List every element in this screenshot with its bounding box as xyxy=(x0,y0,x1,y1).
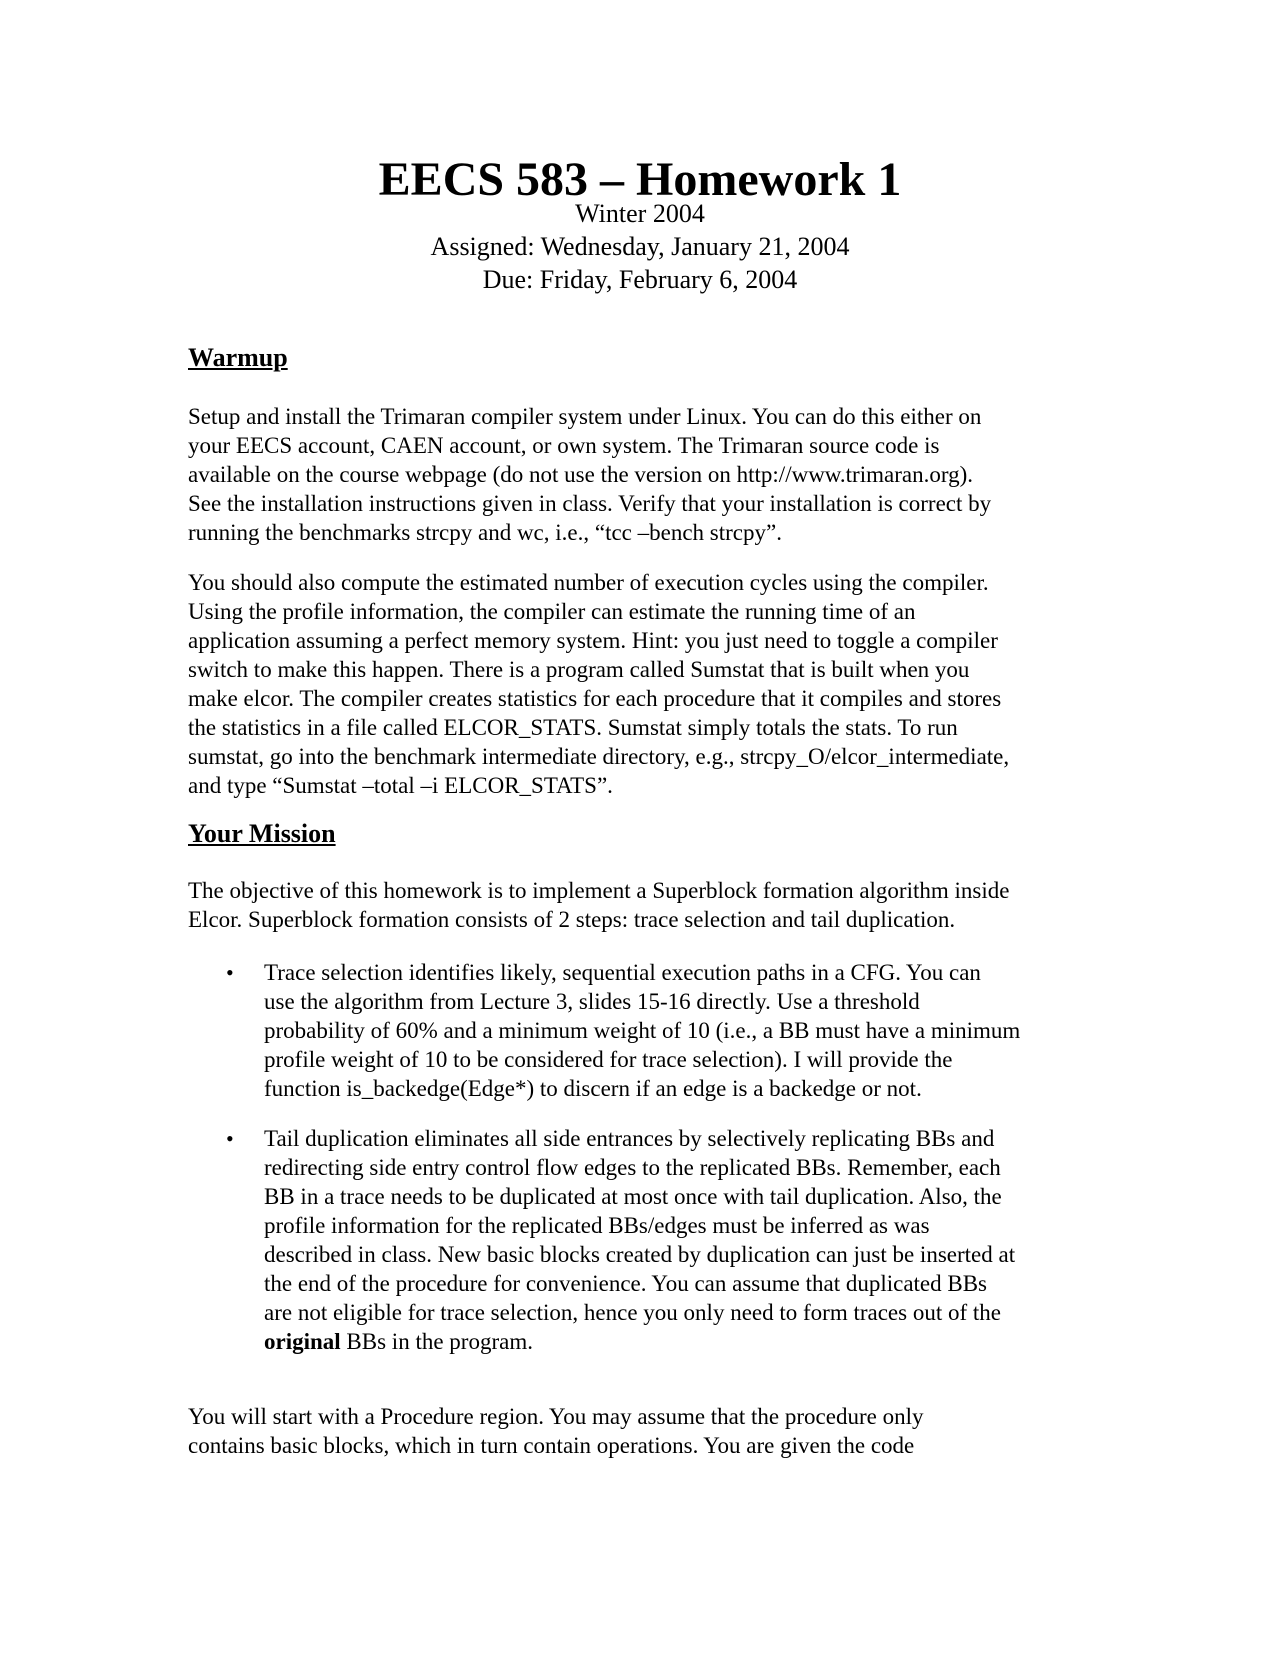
text-line: use the algorithm from Lecture 3, slides 15-16 directly. Use a threshold xyxy=(264,989,920,1014)
text-line: The objective of this homework is to implement a Superblock formation algorithm inside xyxy=(188,878,1010,903)
bullet-text xyxy=(264,1124,1104,1356)
assigned-date: Assigned: Wednesday, January 21, 2004 xyxy=(430,232,850,261)
warmup-paragraph-2 xyxy=(188,568,1088,800)
text-line: redirecting side entry control flow edges to the replicated BBs. Remember, each xyxy=(264,1155,1001,1180)
text-line: Setup and install the Trimaran compiler system under Linux. You can do this either on xyxy=(188,404,982,429)
text-line: function is_backedge(Edge*) to discern if an edge is a backedge or not. xyxy=(264,1076,922,1101)
text-line: Trace selection identifies likely, sequential execution paths in a CFG. You can xyxy=(264,960,981,985)
text-line: application assuming a perfect memory system. Hint: you just need to toggle a compiler xyxy=(188,628,998,653)
text-line: contains basic blocks, which in turn contain operations. You are given the code xyxy=(188,1433,915,1458)
page-title: EECS 583 – Homework 1 xyxy=(378,153,902,206)
text-line: See the installation instructions given in class. Verify that your installation is correct by xyxy=(188,491,992,516)
text-line: Elcor. Superblock formation consists of 2 steps: trace selection and tail duplication. xyxy=(188,907,956,932)
bullet-icon: • xyxy=(226,960,234,985)
text-line: available on the course webpage (do not use the version on http://www.trimaran.org). xyxy=(188,462,973,487)
text-line: profile information for the replicated BBs/edges must be inferred as was xyxy=(264,1213,930,1238)
text-line: You should also compute the estimated number of execution cycles using the compiler. xyxy=(188,570,989,595)
text-line: BB in a trace needs to be duplicated at most once with tail duplication. Also, the xyxy=(264,1184,1002,1209)
warmup-heading: Warmup xyxy=(188,343,288,372)
text-line: the end of the procedure for convenience. You can assume that duplicated BBs xyxy=(264,1271,988,1296)
warmup-paragraph-1 xyxy=(188,402,1088,547)
due-date: Due: Friday, February 6, 2004 xyxy=(482,265,798,294)
bullet-icon: • xyxy=(226,1126,234,1151)
text-line: sumstat, go into the benchmark intermediate directory, e.g., strcpy_O/elcor_intermediate, xyxy=(188,744,1010,769)
closing-paragraph xyxy=(188,1402,1088,1460)
mission-intro xyxy=(188,876,1088,934)
text-line: described in class. New basic blocks created by duplication can just be inserted at xyxy=(264,1242,1016,1267)
text-line: switch to make this happen. There is a program called Sumstat that is built when you xyxy=(188,657,970,682)
text-line: and type “Sumstat –total –i ELCOR_STATS”. xyxy=(188,773,613,798)
text-line: Tail duplication eliminates all side entrances by selectively replicating BBs and xyxy=(264,1126,995,1151)
text-line: running the benchmarks strcpy and wc, i.e., “tcc –bench strcpy”. xyxy=(188,520,782,545)
term-line: Winter 2004 xyxy=(575,199,705,228)
text-line: are not eligible for trace selection, hence you only need to form traces out of the xyxy=(264,1300,1001,1325)
text-line: your EECS account, CAEN account, or own system. The Trimaran source code is xyxy=(188,433,940,458)
text-line: Using the profile information, the compiler can estimate the running time of an xyxy=(188,599,916,624)
bullet-text xyxy=(264,958,1104,1103)
text-line: profile weight of 10 to be considered for trace selection). I will provide the xyxy=(264,1047,953,1072)
text-line xyxy=(264,1327,1104,1356)
text-line: the statistics in a file called ELCOR_STATS. Sumstat simply totals the stats. To run xyxy=(188,715,958,740)
emphasis-original: original xyxy=(264,1329,341,1354)
text-fragment: BBs in the program. xyxy=(340,1329,533,1354)
text-line: probability of 60% and a minimum weight of 10 (i.e., a BB must have a minimum xyxy=(264,1018,1021,1043)
text-line: make elcor. The compiler creates statistics for each procedure that it compiles and stores xyxy=(188,686,1002,711)
mission-heading: Your Mission xyxy=(188,819,336,848)
text-line: You will start with a Procedure region. You may assume that the procedure only xyxy=(188,1404,924,1429)
